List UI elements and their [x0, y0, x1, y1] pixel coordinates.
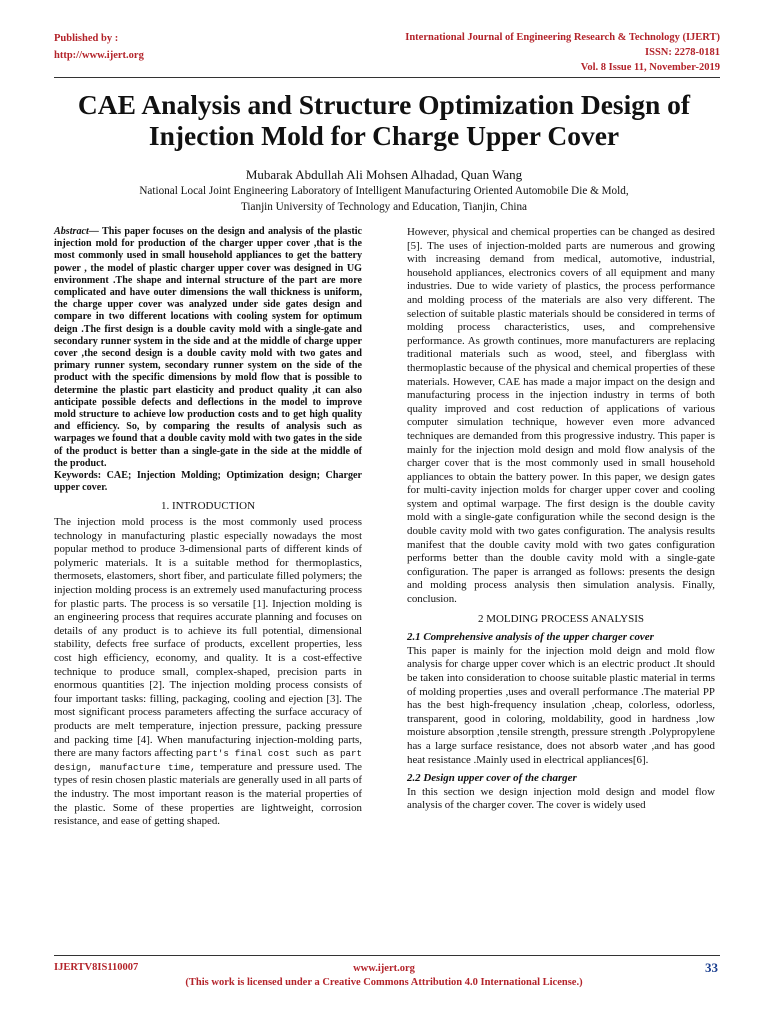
- published-by-label: Published by :: [54, 33, 119, 44]
- volume-issue: Vol. 8 Issue 11, November-2019: [580, 62, 720, 73]
- paper-title: CAE Analysis and Structure Optimization Design of Injection Mold for Charge Upper Cover: [77, 89, 691, 151]
- section-heading-introduction: 1. INTRODUCTION: [160, 500, 256, 513]
- right-column: [407, 226, 715, 813]
- footer-url-link[interactable]: www.ijert.org: [353, 963, 415, 974]
- journal-name: International Journal of Engineering Research & Technology (IJERT): [405, 32, 720, 43]
- paper-id: IJERTV8IS110007: [54, 962, 139, 973]
- footer-divider: [54, 955, 720, 956]
- footer-center: [0, 962, 768, 990]
- affiliation-line-2: Tianjin University of Technology and Education, Tianjin, China: [240, 200, 528, 213]
- subsection-2-2-paragraph: In this section we design injection mold design and model flow analysis of the charger cover. The cover is widely used: [407, 785, 715, 812]
- page-number: 33: [705, 960, 718, 975]
- license-note: (This work is licensed under a Creative Commons Attribution 4.0 International License.): [185, 977, 583, 988]
- header-divider: [54, 77, 720, 78]
- paper-authors: Mubarak Abdullah Ali Mohsen Alhadad, Quan Wang: [245, 167, 523, 182]
- abstract: [54, 226, 362, 470]
- publisher-block: [54, 30, 144, 64]
- affiliation-line-1: National Local Joint Engineering Laboratory of Intelligent Manufacturing Oriented Automobile Die & Mold,: [139, 185, 629, 197]
- intro-text-b: temperature and pressure used. The types of resin chosen plastic materials are generally used in all parts of the industry. The most important reason is the material properties of the plastic. Some of these properties are lightweight, corrosion resistance, and ease of getting shaped.: [54, 760, 362, 828]
- journal-info-block: [405, 30, 720, 75]
- abstract-text: This paper focuses on the design and analysis of the plastic injection mold for production of the charger upper cover ,that is the most commonly used in small household appliances to get the battery power , the model of plastic charger upper cover was designed in UG environment .The shape and internal structure of the part are more complicated and have outer dimensions the wall thickness is uniform, the charge upper cover was analyzed under side gates design and compare in two different locations with cooling system for optimum deign .The first design is a double cavity mold with a single-gate and secondary runner system in the side and at the middle of charge upper cover ,the second design is a double cavity mold with two gates and primary runner system, secondary runner system on the side of the product with the specific dimensions by mold flow that is possible to determine the plastic part elasticity and product quality ,it can also anticipate possible defects and deflections in the model to improve mold structure to achieve low production costs and to get high quality and efficiency. So, by comparing the results of analysis such as warpages we found that a double cavity mold with two gates in the side of the product is better than a single-gate in the side at the middle of the product.: [54, 226, 362, 469]
- left-column: [54, 226, 362, 829]
- issn: ISSN: 2278-0181: [645, 47, 720, 58]
- journal-url-link[interactable]: http://www.ijert.org: [54, 50, 144, 61]
- subsection-heading-2-2: 2.2 Design upper cover of the charger: [407, 772, 577, 785]
- abstract-lead: Abstract—: [54, 226, 99, 237]
- intro-continued-paragraph: However, physical and chemical properties can be changed as desired [5]. The uses of injection-molded parts are numerous and growing with increasing demand from medical, automotive, industrial, household appliances, electronics covers of all equipment and many industries. Due to wide variety of plastics, the process performance and molding process of the materials are also very different. The selection of suitable plastic materials should be considered in terms of molding process characteristics, uses, and comprehensive performance. As growth continues, more manufacturers are replacing traditional materials such as wood, steel, and fiberglass with thermoplastic because of the physical and chemical properties of these materials. However, CAE has made a major impact on the design and manufacturing process in the injection industry in terms of both quality improved and cost reduction of applications of various computer simulation technique, however even more advanced techniques are demanded from this progressive industry. This paper is mainly for the injection mold design and mold flow analysis of the charger cover that is the most commonly used in small household appliances to obtain the battery power. In this paper, we design gates for multi-cavity injection molds for charger upper cover and cooling system and optimal warpage. The first design is the double cavity mold with a single-gate configuration while the second design is the double cavity mold with two gates configuration. The analysis results manifest that the double cavity mold with two gates configuration performs better than the double cavity mold with a single-gate configuration. The paper is arranged as follows: presents the design and molding process analysis then simulation analysis. Finally, conclusion.: [407, 226, 715, 606]
- subsection-2-1-paragraph: This paper is mainly for the injection mold deign and mold flow analysis for charge upper cover which is an electric product .It should be taken into consideration to choose suitable plastic material in terms of molding properties ,uses and overall performance .The material PP has the best high-frequency insulation ,cheap, colorless, odorless, transparent, good in coloring, moldability, good in hardness ,low moisture absorption ,tensile strength, pressure strength .Polypropylene has a large surface resistance, does not absorb water ,and has good heat resistance .Mainly used in electrical appliances[6].: [407, 644, 715, 766]
- intro-text-a: The injection mold process is the most commonly used process technology in manufacturing plastic especially nowadays the most popular method to produce 3-dimensional parts of different kinds of polymeric materials. It is a suitable method for thermoplastics, thermosets, elastomers, short fiber, and particulate filled polymers; the injection molding process is an extremely used manufacturing process for plastic parts. The process is so versatile [1]. Injection molding is an engineering process that requires accurate planning and focuses on details of any product is to achieve its full potential, dimensional stability, defects free surface of products, excellent properties, less cost high efficiency, economy, and quality. It is a cost-effective technique to produce small, complex-shaped, precision parts in enormous quantities [2]. The injection molding process consists of four important tasks: filling, packaging, cooling and ejection [3]. The most significant process parameters affecting the surface accuracy of products are melt temperature, injection pressure, packing pressure and packing time [4]. When manufacturing injection-molding parts, there are many factors affecting: [54, 516, 362, 760]
- paper-affiliation: [40, 184, 728, 215]
- introduction-paragraph: [54, 516, 362, 829]
- intro-text-mono: part's final cost such as part design, manufacture time,: [54, 748, 363, 773]
- section-heading-molding-process: 2 MOLDING PROCESS ANALYSIS: [477, 612, 645, 625]
- keywords: Keywords: CAE; Injection Molding; Optimization design; Charger upper cover.: [54, 470, 362, 494]
- subsection-heading-2-1: 2.1 Comprehensive analysis of the upper charger cover: [407, 631, 654, 644]
